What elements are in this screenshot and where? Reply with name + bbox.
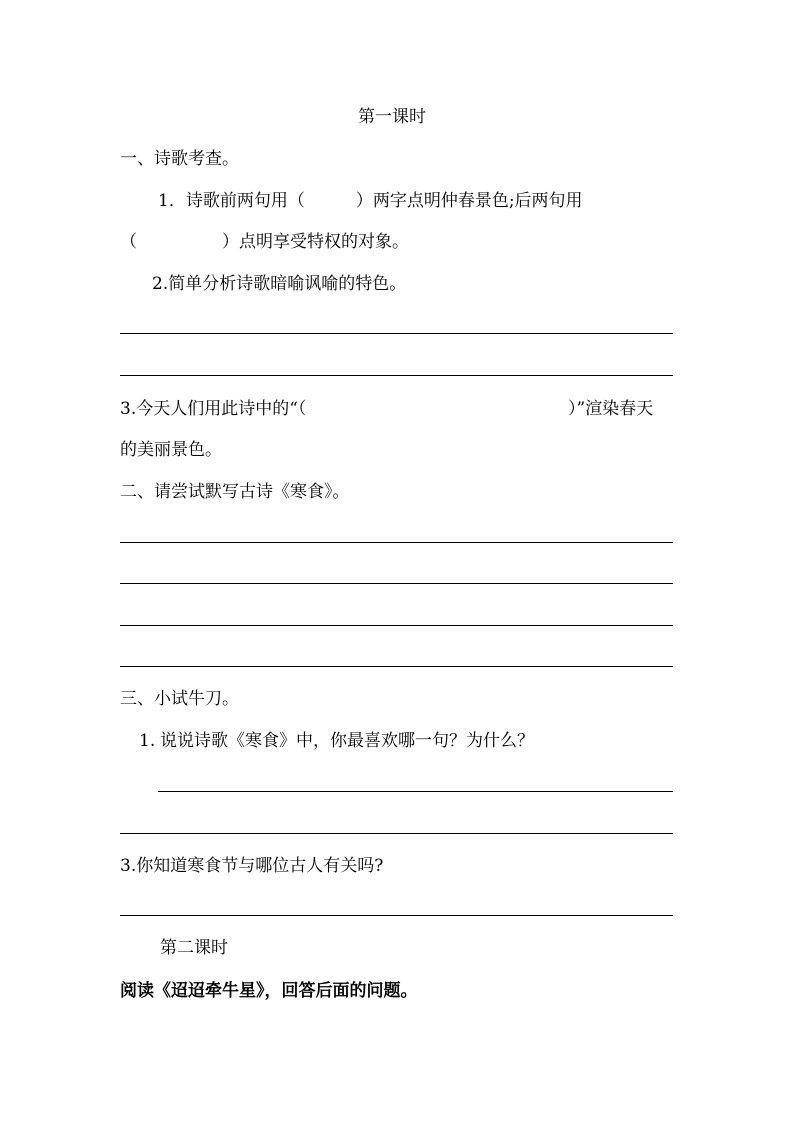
answer-line[interactable] [120, 333, 673, 334]
section1-q1-line2: （ ）点明享受特权的对象。 [120, 232, 409, 252]
section3-heading: 三、小试牛刀。 [120, 689, 239, 709]
answer-line[interactable] [120, 915, 673, 916]
section1-q3-line2: 的美丽景色。 [120, 440, 222, 460]
answer-line[interactable] [120, 375, 673, 376]
section2-heading: 二、请尝试默写古诗《寒食》。 [120, 482, 350, 502]
section3-q3: 3.你知道寒食节与哪位古人有关吗? [120, 856, 384, 876]
section3-q1-number: 1. [139, 731, 156, 751]
reading-instruction: 阅读《迢迢牵牛星》，回答后面的问题。 [120, 981, 418, 1001]
answer-line[interactable] [120, 833, 673, 834]
lesson2-title: 第二课时 [160, 938, 228, 958]
answer-line[interactable] [120, 666, 673, 667]
section1-q2: 2.简单分析诗歌暗喻讽喻的特色。 [152, 274, 407, 294]
section1-q1-line1: 1．诗歌前两句用（ ）两字点明仲春景色;后两句用 [158, 191, 583, 211]
answer-line[interactable] [120, 583, 673, 584]
answer-line[interactable] [158, 791, 673, 792]
section1-q3-line1-start: 3.今天人们用此诗中的“（ [120, 399, 307, 419]
answer-line[interactable] [120, 625, 673, 626]
answer-line[interactable] [120, 542, 673, 543]
section1-heading: 一、诗歌考查。 [120, 149, 239, 169]
section1-q3-line1-end: ）”渲染春天 [568, 399, 654, 419]
section3-q1: 说说诗歌《寒食》中，你最喜欢哪一句？为什么？ [160, 731, 534, 751]
lesson1-title: 第一课时 [358, 107, 426, 127]
